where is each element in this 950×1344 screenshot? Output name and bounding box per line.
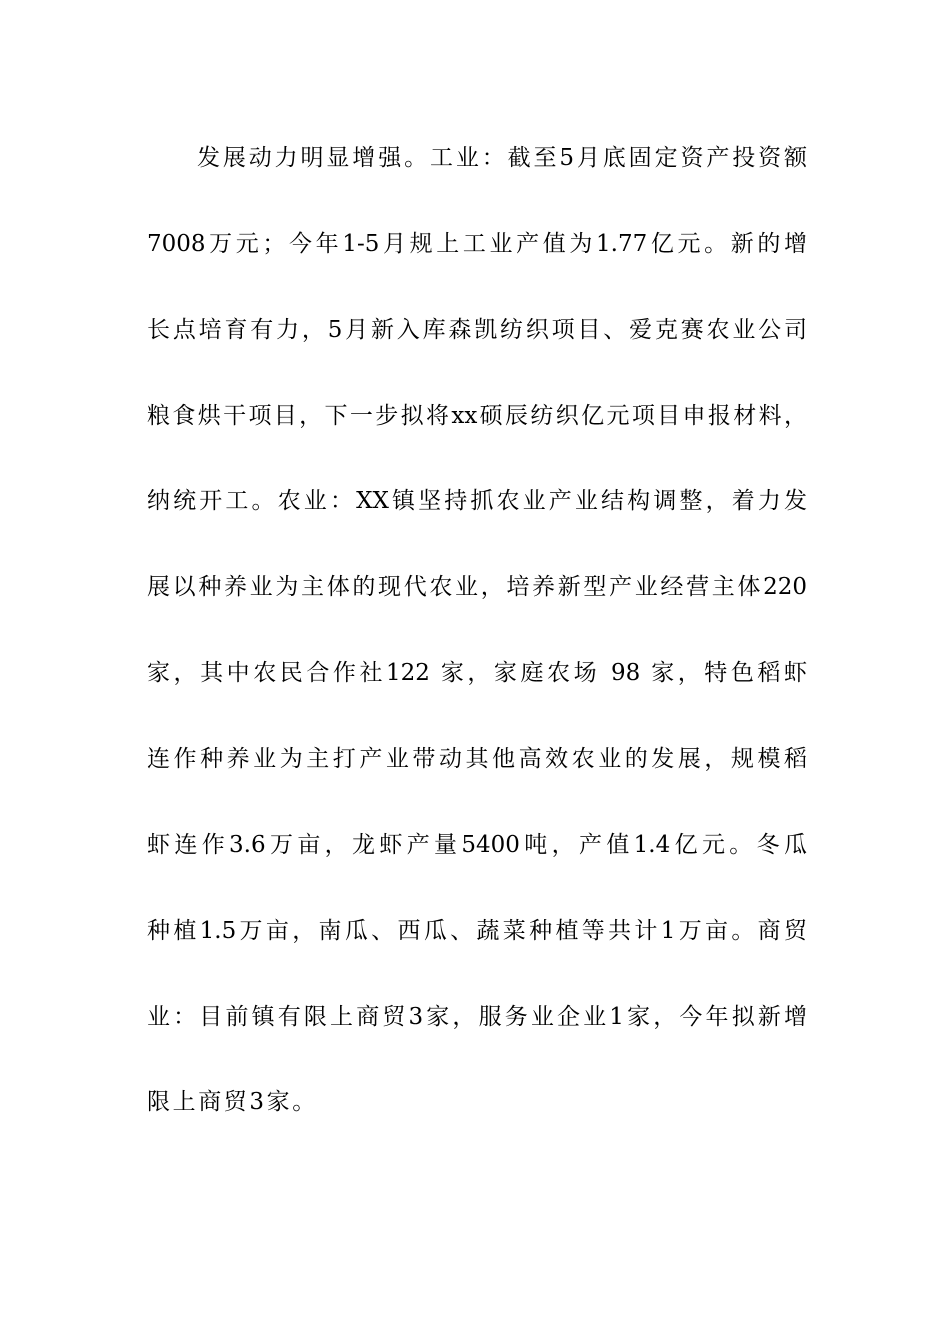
paragraph-line-7: 家，其中农民合作社122 家，家庭农场 98 家，特色稻虾 <box>147 660 807 686</box>
paragraph-line-1: 发展动力明显增强。工业：截至5月底固定资产投资额 <box>197 145 807 171</box>
paragraph-line-8: 连作种养业为主打产业带动其他高效农业的发展，规模稻 <box>147 746 807 772</box>
paragraph-line-12: 限上商贸3家。 <box>147 1089 318 1115</box>
paragraph-line-11: 业：目前镇有限上商贸3家，服务业企业1家，今年拟新增 <box>147 1004 807 1030</box>
paragraph-line-5: 纳统开工。农业：XX镇坚持抓农业产业结构调整，着力发 <box>147 488 807 514</box>
paragraph-line-4: 粮食烘干项目，下一步拟将xx硕辰纺织亿元项目申报材料， <box>147 403 807 429</box>
paragraph-line-3: 长点培育有力，5月新入库森凯纺织项目、爱克赛农业公司 <box>147 317 807 343</box>
paragraph-line-6: 展以种养业为主体的现代农业，培养新型产业经营主体220 <box>147 574 807 600</box>
paragraph-line-9: 虾连作3.6万亩，龙虾产量5400吨，产值1.4亿元。冬瓜 <box>147 832 807 858</box>
paragraph-line-10: 种植1.5万亩，南瓜、西瓜、蔬菜种植等共计1万亩。商贸 <box>147 918 807 944</box>
paragraph-line-2: 7008万元；今年1-5月规上工业产值为1.77亿元。新的增 <box>147 231 807 257</box>
